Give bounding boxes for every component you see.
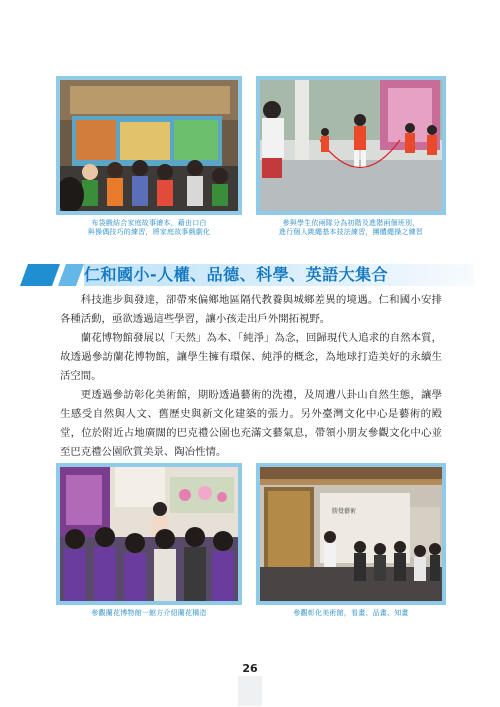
photo-rope-skipping	[256, 76, 446, 215]
page-number-strip	[238, 676, 262, 706]
photo-art-museum	[256, 463, 446, 605]
paragraph: 蘭花博物館發展以「天然」為本、「純淨」為念，回歸現代人追求的自然本質，故透過參訪蘭花博物館，讓學生擁有環保、純淨的概念，為地球打造美好的永續生活空間。	[60, 332, 442, 382]
caption-puppet-show	[56, 219, 242, 237]
caption-art-museum: 參觀彰化美術館，看畫、品畫、知畫	[293, 609, 409, 617]
body-text	[60, 291, 442, 462]
art-museum-sign: 勝覺藝術	[332, 508, 357, 515]
photo-orchid-museum	[56, 463, 242, 605]
orchid-museum-image	[60, 467, 238, 601]
heading-accent-dark	[20, 264, 60, 286]
caption-line: 進行個人跳繩基本技法練習，團體繩操之練習	[279, 228, 423, 236]
photo-puppet-show	[56, 76, 242, 215]
rope-skipping-image	[260, 80, 442, 211]
puppet-show-image	[60, 80, 238, 211]
caption-line: 布袋戲結合家庭故事繪本，藉由口白	[91, 219, 207, 227]
caption-rope-skipping	[256, 219, 446, 237]
heading-accent-light	[58, 264, 84, 286]
caption-orchid-museum: 參觀蘭花博物館一館方介紹蘭花構造	[91, 609, 207, 617]
caption-line: 參與學生依兩隊分為初階及進階兩個班別，	[282, 219, 420, 227]
caption-line: 與操偶技巧的練習，將家庭故事戲劇化	[87, 228, 211, 236]
art-museum-image	[260, 467, 442, 601]
page-number: 26	[242, 662, 258, 675]
section-title: 仁和國小-人權、品德、科學、英語大集合	[84, 265, 389, 284]
paragraph: 更透過參訪彰化美術館，期盼透過藝術的洗禮，及周遭八卦山自然生態，讓學生感受自然與人文、舊歷史與新文化建築的張力。另外臺灣文化中心是藝術的殿堂，位於附近占地廣闊的巴克禮公園也充滿文藝氣息，帶領小朋友參觀文化中心並至巴克禮公園欣賞美景、陶冶性情。	[60, 389, 442, 458]
paragraph: 科技進步與發達，卻帶來偏鄉地區隔代教養與城鄉差異的境遇。仁和國小安排各種活動，亟欲透過這些學習，讓小孩走出戶外開拓視野。	[60, 294, 442, 325]
